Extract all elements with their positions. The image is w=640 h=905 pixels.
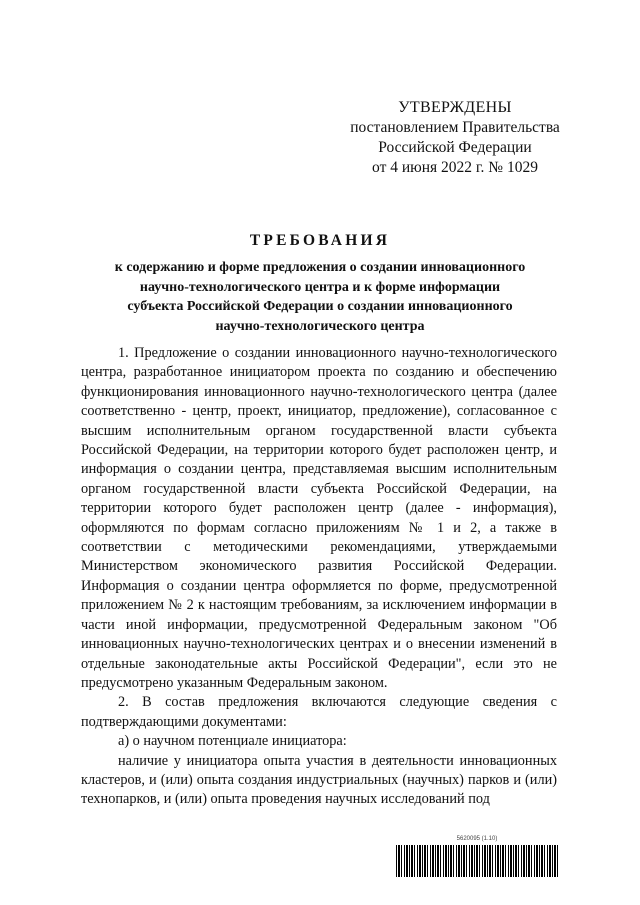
document-barcode: [396, 836, 558, 878]
subtitle-line-3: субъекта Российской Федерации о создании инновационного: [127, 299, 513, 314]
document-body: [81, 344, 557, 810]
subtitle-line-1: к содержанию и форме предложения о создании инновационного: [114, 260, 526, 275]
barcode-number: 5620095 (1.10): [456, 836, 498, 842]
approval-line-1: постановлением Правительства: [350, 119, 560, 136]
subtitle-line-4: научно-технологического центра: [215, 318, 425, 334]
approval-line-2: Российской Федерации: [378, 139, 532, 156]
paragraph-2: 2. В состав предложения включаются следующие сведения с подтверждающими документами:: [81, 694, 557, 730]
barcode-icon: [396, 845, 558, 877]
document-subtitle: [70, 258, 570, 336]
paragraph-4: наличие у инициатора опыта участия в деятельности инновационных кластеров, и (или) опыта создания индустриальных (научных) парков и (или) технопарков, и (или) опыта проведения научных исследований под: [81, 752, 557, 808]
subtitle-line-2: научно-технологического центра и к форме информации: [139, 279, 501, 295]
paragraph-3: а) о научном потенциале инициатора:: [118, 733, 347, 750]
approved-heading: УТВЕРЖДЕНЫ: [398, 99, 512, 116]
paragraph-1: 1. Предложение о создании инновационного научно-технологического центра, разработанное инициатором проекта по созданию и обеспечению функционирования инновационного научно-технологического центра (далее соответственно - центр, проект, инициатор, предложение), согласованное с высшим исполнительным органом государственной власти субъекта Российской Федерации, на территории которого будет расположен центр, и информация о создании центра, представляемая высшим исполнительным органом государственной власти субъекта Российской Федерации, на территории которого будет расположен центр (далее - информация), оформляются по формам согласно приложениям № 1 и 2, а также в соответствии с методическими рекомендациями, утверждаемыми Министерством экономического развития Российской Федерации. Информация о создании центра оформляется по форме, предусмотренной приложением № 2 к настоящим требованиям, за исключением информации в части иной информации, предусмотренной Федеральным законом "Об инновационных научно-технологических центрах и о внесении изменений в отдельные законодательные акты Российской Федерации", если это не предусмотрено указанным Федеральным законом.: [81, 345, 557, 691]
approval-line-3: от 4 июня 2022 г. № 1029: [372, 159, 538, 176]
document-title: ТРЕБОВАНИЯ: [249, 232, 391, 249]
approval-stamp-block: [340, 98, 570, 178]
